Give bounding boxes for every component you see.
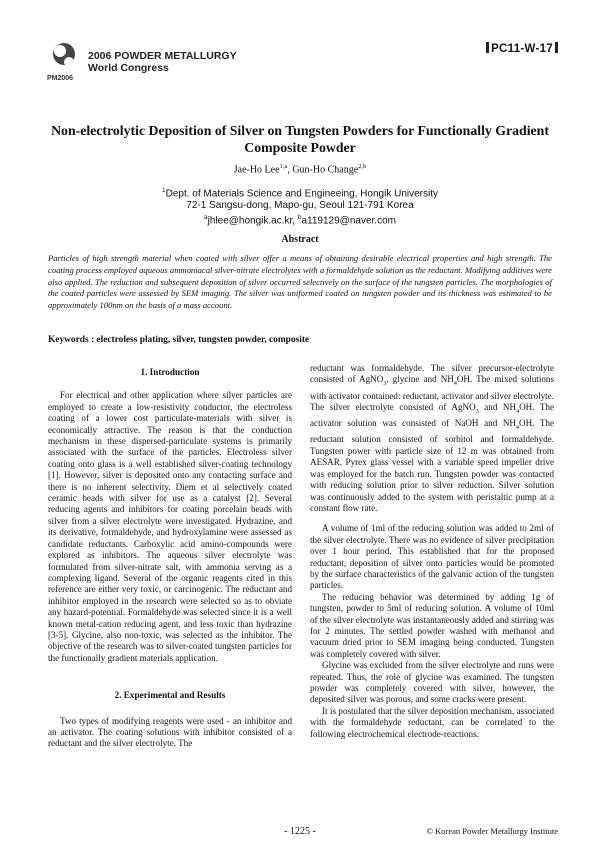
author-line bbox=[0, 163, 600, 175]
conference-name bbox=[88, 50, 237, 74]
email-b: a119129@naver.com bbox=[301, 215, 396, 227]
keywords: Keywords : electroless plating, silver, tungsten powder, composite bbox=[48, 335, 310, 345]
conference-line-2: World Congress bbox=[88, 62, 169, 74]
results-paragraph-2: The reducing behavior was determined by adding 1g of tungsten, powder to 5ml of reducing solution. A volume of 10ml of the silver electrolyte was instantaneously added and stirring was for 2 minutes. The settled powder washed with methanol and vacuum dried prior to SEM imaging being conducted. Tungsten was completely covered with silver. bbox=[310, 591, 554, 659]
bar-left-icon bbox=[486, 42, 489, 53]
email-a: jhlee@hongik.ac.kr, bbox=[207, 215, 298, 227]
methods-text-c: OH. The mixed solutions with activator contained: reductant, activator and silver electrolyte. The silver electrolyte consisted of AgNO bbox=[310, 374, 554, 413]
author-separator: , bbox=[287, 164, 293, 176]
abstract-text: Particles of high strength material when coated with silver offer a means of obtaining desirable electrical properties and high strength. The coating process employed aqueous ammoniacal silver-nitrate electrolytes with a formaldehyde solution as the reductant. Modifying additives were also applied. The reduction and subsequent deposition of silver occurred selectively on the surface of the tungsten particles. The morphologies of the coated particles were assessed by SEM imaging. The silver was uniformed coated on tungsten powder and its thickness was estimated to be approximately 100nm on the basis of a mass account. bbox=[48, 253, 552, 311]
experimental-paragraph: Two types of modifying reagents were used - an inhibitor and an activator. The coating solutions with inhibitor consisted of a reductant and the silver electrolyte. The bbox=[48, 715, 292, 749]
abstract-heading: Abstract bbox=[281, 234, 319, 245]
section-heading-introduction: 1. Introduction bbox=[140, 367, 200, 377]
page-header bbox=[40, 40, 580, 85]
author-2: Gun-Ho Change bbox=[292, 164, 359, 176]
author-1-affil: 1,a bbox=[279, 163, 288, 170]
affiliation-dept-line bbox=[0, 185, 600, 200]
conference-line-1: 2006 POWDER METALLURGY bbox=[88, 50, 237, 62]
paper-code-badge bbox=[484, 42, 560, 55]
affiliation-block bbox=[0, 185, 600, 228]
copyright-notice: © Korean Powder Metallurgy Institute bbox=[426, 826, 558, 836]
results-paragraph-1: A volume of 1ml of the reducing solution was added to 2ml of the silver electrolyte. There was no evidence of silver precipitation over 1 hour period. This established that for the proposed reductant, deposition of silver onto particles would be promoted by the surface characteristics of the galvanic action of the tungsten particles. bbox=[310, 523, 554, 591]
section-heading-experimental: 2. Experimental and Results bbox=[114, 690, 226, 701]
subscript-4: 4 bbox=[453, 381, 457, 388]
results-paragraph-3: Glycine was excluded from the silver electrolyte and runs were repeated. Thus, the role of glycine was examined. The tungsten powder was completely covered with silver, however, the deposited silver was porous, and some cracks were present. bbox=[310, 660, 554, 705]
methods-text-a: reductant was formaldehyde. The silver precursor-electrolyte consisted of AgNO bbox=[310, 363, 554, 385]
results-paragraph-4: It is postulated that the silver deposition mechanism, associated with the formaldehyde reductant, can be correlated to the following electrochemical electrode-reactions. bbox=[310, 705, 554, 739]
subscript-3: 3 bbox=[475, 408, 479, 415]
subscript-4: 4 bbox=[516, 425, 519, 432]
paper-title: Non-electrolytic Deposition of Silver on Tungsten Powders for Functionally Gradient Composite Powder bbox=[51, 123, 549, 155]
methods-paragraph bbox=[310, 363, 554, 514]
right-column bbox=[310, 363, 554, 740]
left-column bbox=[48, 362, 292, 750]
author-2-affil: 2,b bbox=[358, 163, 367, 170]
methods-text-f: OH. The reductant solution consisted of sorbitol and formaldehyde. Tungsten power with particle size of 12 m was obtained from AESAR. Pyrex glass vessel with a variable speed impeller drive was employed for the batch run. Tungsten powder was contacted with reducing solution prior to silver reduction. Silver solution was continuously added to the system with peristaltic pump at a constant flow rate. bbox=[310, 418, 554, 513]
methods-text-b: , glycine and NH bbox=[386, 374, 454, 385]
methods-text-e: OH. The activator solution was consisted of NaOH and NH bbox=[310, 402, 555, 429]
methods-text-d: and NH bbox=[478, 402, 517, 413]
email-a-sup: a bbox=[204, 214, 208, 222]
bar-right-icon bbox=[555, 42, 558, 53]
paper-code: PC11-W-17 bbox=[491, 43, 553, 55]
author-1: Jae-Ho Lee bbox=[233, 164, 280, 176]
subscript-3: 3 bbox=[383, 381, 387, 388]
affiliation-emails bbox=[0, 212, 600, 227]
subscript-4: 4 bbox=[516, 408, 520, 415]
affiliation-sup: 1 bbox=[162, 187, 166, 194]
pm2006-logo-icon bbox=[45, 40, 79, 82]
email-b-sup: b bbox=[297, 214, 302, 222]
intro-paragraph: For electrical and other application where silver particles are employed to create a low-resistivity conductor, the electroless coating of a lower cost particulate-materials with silver is economically attractive. The reason is that the conduction mechanism in these dispersed-particulate systems is primarily associated with the surface of the particles. Electroless silver coating onto glass is a well established silver-coating technology [1]. However, silver is deposited onto any contacting surface and there is no inherent selectivity. Diem et al selectively coated ceramic beads with silver for use as a catalyst [2]. Several reducing agents and inhibitors for coating porcelain beads with silver from a silver electrolyte were investigated. Hydrazine, and its derivative, formaldehyde, and hydroxylamine were assessed as candidate reductants. Carboxylic acid amino-compounds were explored as inhibitors. The aqueous silver electrolyte was formulated from silver-nitrate salt, with ammonia serving as a complexing ligand. Several of the organic reagents cited in this reference are either very toxic, or carcinogenic. The reductant and inhibitor employed in the research were selected so as to obviate any hazard-potential. Formaldehyde was selected since it is a well known metal-cation reducing agent, and less toxic than hydrazine [3-5]. Glycine, also non-toxic, was selected as the inhibitor. The objective of the research was to silver-coated tungsten particles for the functionally gradient materials application. bbox=[48, 390, 292, 663]
page-number: - 1225 - bbox=[284, 826, 316, 837]
logo-text: PM2006 bbox=[47, 75, 74, 82]
affiliation-dept: Dept. of Materials Science and Engineeing, Hongik University bbox=[165, 188, 438, 200]
affiliation-address: 72-1 Sangsu-dong, Mapo-gu, Seoul 121-791 Korea bbox=[186, 200, 414, 212]
